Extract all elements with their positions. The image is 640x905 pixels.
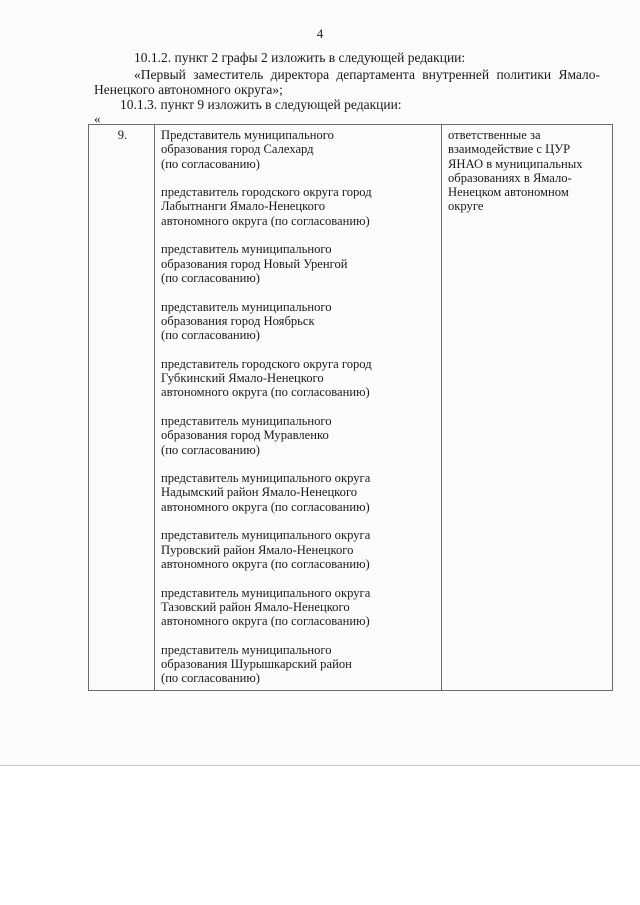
responsibility-cell [442, 125, 613, 691]
paragraph-10-1-2: 10.1.2. пункт 2 графы 2 изложить в следующей редакции: [134, 50, 466, 65]
representative-entry: представитель городского округа город Лабытнанги Ямало-Ненецкого автономного округа (по согласованию) [161, 185, 372, 228]
representatives-cell [155, 125, 442, 691]
representative-entry: представитель муниципального округа Пуровский район Ямало-Ненецкого автономного округа (по согласованию) [161, 528, 371, 571]
representative-entry: представитель муниципального образования город Новый Уренгой (по согласованию) [161, 242, 348, 285]
paragraph-10-1-3: 10.1.3. пункт 9 изложить в следующей редакции: [120, 97, 402, 112]
opening-quote-mark: « [94, 111, 101, 126]
representative-entry: представитель муниципального образования город Ноябрьск (по согласованию) [161, 299, 332, 343]
representative-entry: представитель муниципального образования город Муравленко (по согласованию) [161, 413, 332, 457]
page-number: 4 [316, 26, 324, 41]
row-number-cell: 9. [89, 125, 155, 691]
representative-entry: представитель муниципального образования Шурышкарский район (по согласованию) [161, 642, 352, 686]
representative-entry: Представитель муниципального образования город Салехард (по согласованию) [161, 128, 334, 171]
representative-entry: представитель муниципального округа Надымский район Ямало-Ненецкого автономного округа (по согласованию) [161, 471, 371, 514]
responsibility-text: ответственные за взаимодействие с ЦУР ЯНАО в муниципальных образованиях в Ямало- Ненецком автономном округе [448, 128, 583, 214]
representative-entry: представитель муниципального округа Тазовский район Ямало-Ненецкого автономного округа (по согласованию) [161, 585, 371, 629]
table-row [89, 125, 613, 691]
paragraph-quoted-wording: «Первый заместитель директора департамента внутренней политики Ямало-Ненецкого автономного округа»; [94, 67, 600, 97]
representative-entry: представитель городского округа город Губкинский Ямало-Ненецкого автономного округа (по согласованию) [161, 356, 372, 400]
amendment-table [88, 124, 613, 691]
